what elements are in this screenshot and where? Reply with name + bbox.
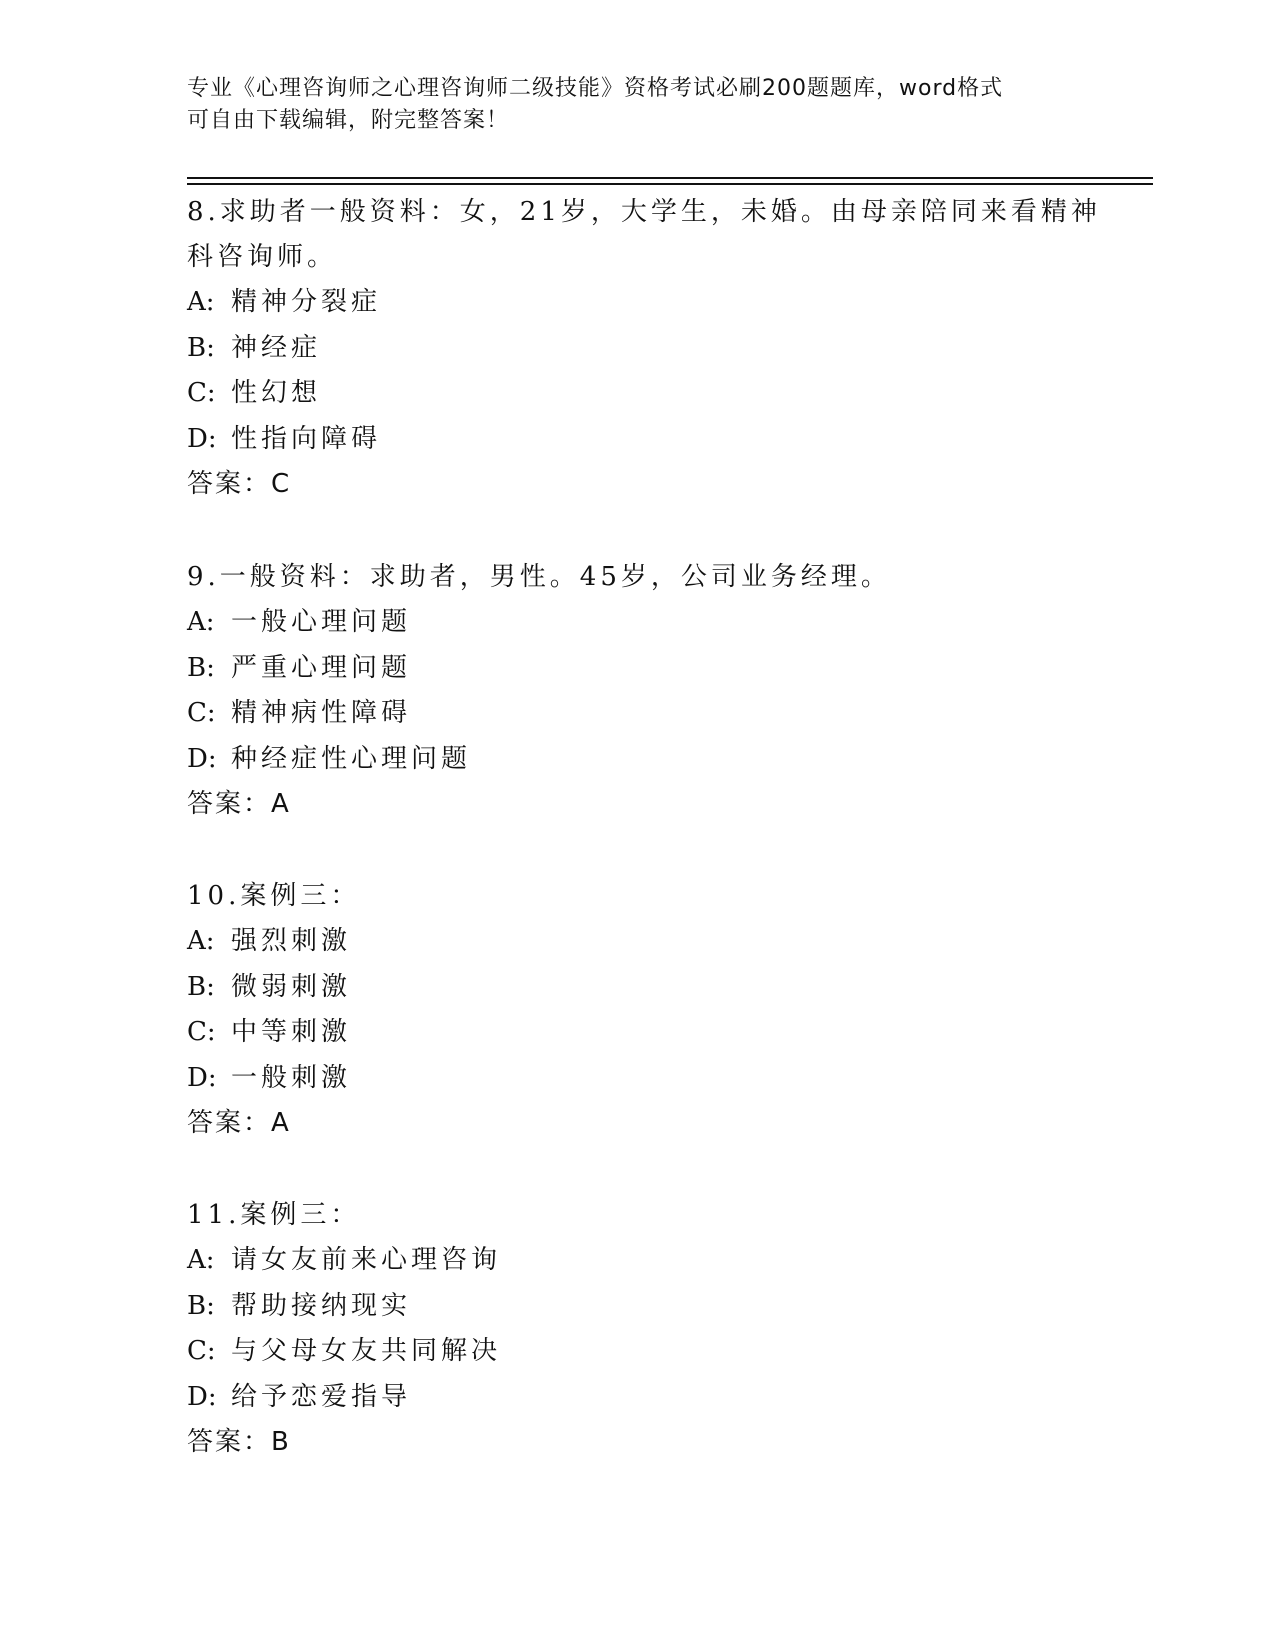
option-a bbox=[187, 1238, 1107, 1284]
question-stem: 9.一般资料：求助者，男性。45岁，公司业务经理。 bbox=[187, 562, 891, 592]
option-c bbox=[187, 1010, 1107, 1056]
option-text: 强烈刺激 bbox=[231, 926, 352, 956]
option-text: 一般刺激 bbox=[231, 1062, 352, 1093]
option-text: 种经症性心理问题 bbox=[231, 743, 472, 774]
option-d bbox=[187, 737, 1107, 783]
option-a bbox=[187, 280, 1107, 326]
header-line-1: 专业《心理咨询师之心理咨询师二级技能》资格考试必刷200题题库，word格式 bbox=[187, 76, 1004, 101]
question-10 bbox=[187, 874, 1107, 1146]
option-letter: D: bbox=[187, 1062, 217, 1093]
header-divider-bottom bbox=[187, 183, 1153, 185]
option-c bbox=[187, 1329, 1107, 1375]
option-text: 精神病性障碍 bbox=[231, 698, 412, 728]
option-text: 性幻想 bbox=[231, 378, 322, 408]
option-letter: D: bbox=[187, 1381, 217, 1412]
option-letter: B: bbox=[187, 332, 215, 363]
option-text: 请女友前来心理咨询 bbox=[231, 1245, 502, 1275]
option-text: 给予恋爱指导 bbox=[231, 1381, 412, 1412]
option-letter: A: bbox=[187, 926, 215, 956]
option-text: 中等刺激 bbox=[231, 1017, 352, 1047]
answer-line: 答案：A bbox=[187, 789, 291, 819]
question-stem: 8.求助者一般资料：女，21岁，大学生，未婚。由母亲陪同来看精神 bbox=[187, 197, 1101, 227]
question-9 bbox=[187, 555, 1107, 827]
option-b bbox=[187, 965, 1107, 1011]
header-divider-top bbox=[187, 177, 1153, 179]
option-b bbox=[187, 326, 1107, 372]
option-d bbox=[187, 417, 1107, 463]
option-text: 神经症 bbox=[231, 332, 322, 363]
question-stem: 10.案例三： bbox=[187, 881, 361, 911]
option-letter: A: bbox=[187, 287, 215, 317]
option-b bbox=[187, 646, 1107, 692]
option-letter: B: bbox=[187, 1290, 215, 1321]
answer-line: 答案：C bbox=[187, 469, 292, 499]
option-text: 与父母女友共同解决 bbox=[231, 1336, 502, 1366]
document-header bbox=[187, 73, 1067, 137]
option-b bbox=[187, 1284, 1107, 1330]
option-letter: C: bbox=[187, 1017, 216, 1047]
option-letter: D: bbox=[187, 743, 217, 774]
question-11 bbox=[187, 1193, 1107, 1465]
answer-line: 答案：B bbox=[187, 1427, 291, 1457]
answer-line: 答案：A bbox=[187, 1108, 291, 1138]
option-text: 性指向障碍 bbox=[231, 423, 382, 454]
option-letter: C: bbox=[187, 1336, 216, 1366]
option-c bbox=[187, 691, 1107, 737]
option-letter: C: bbox=[187, 698, 216, 728]
option-text: 帮助接纳现实 bbox=[231, 1290, 412, 1321]
option-letter: C: bbox=[187, 378, 216, 408]
option-letter: D: bbox=[187, 423, 217, 454]
option-d bbox=[187, 1056, 1107, 1102]
option-text: 严重心理问题 bbox=[231, 652, 412, 683]
question-stem: 11.案例三： bbox=[187, 1200, 361, 1230]
option-a bbox=[187, 600, 1107, 646]
option-letter: A: bbox=[187, 1245, 215, 1275]
option-letter: A: bbox=[187, 607, 215, 637]
header-line-2: 可自由下载编辑，附完整答案！ bbox=[187, 108, 510, 133]
option-text: 精神分裂症 bbox=[231, 287, 382, 317]
question-stem-continued: 科咨询师。 bbox=[187, 242, 338, 272]
option-a bbox=[187, 919, 1107, 965]
question-8 bbox=[187, 190, 1107, 507]
option-d bbox=[187, 1375, 1107, 1421]
option-c bbox=[187, 371, 1107, 417]
option-letter: B: bbox=[187, 971, 215, 1002]
option-letter: B: bbox=[187, 652, 215, 683]
option-text: 微弱刺激 bbox=[231, 971, 352, 1002]
option-text: 一般心理问题 bbox=[231, 607, 412, 637]
